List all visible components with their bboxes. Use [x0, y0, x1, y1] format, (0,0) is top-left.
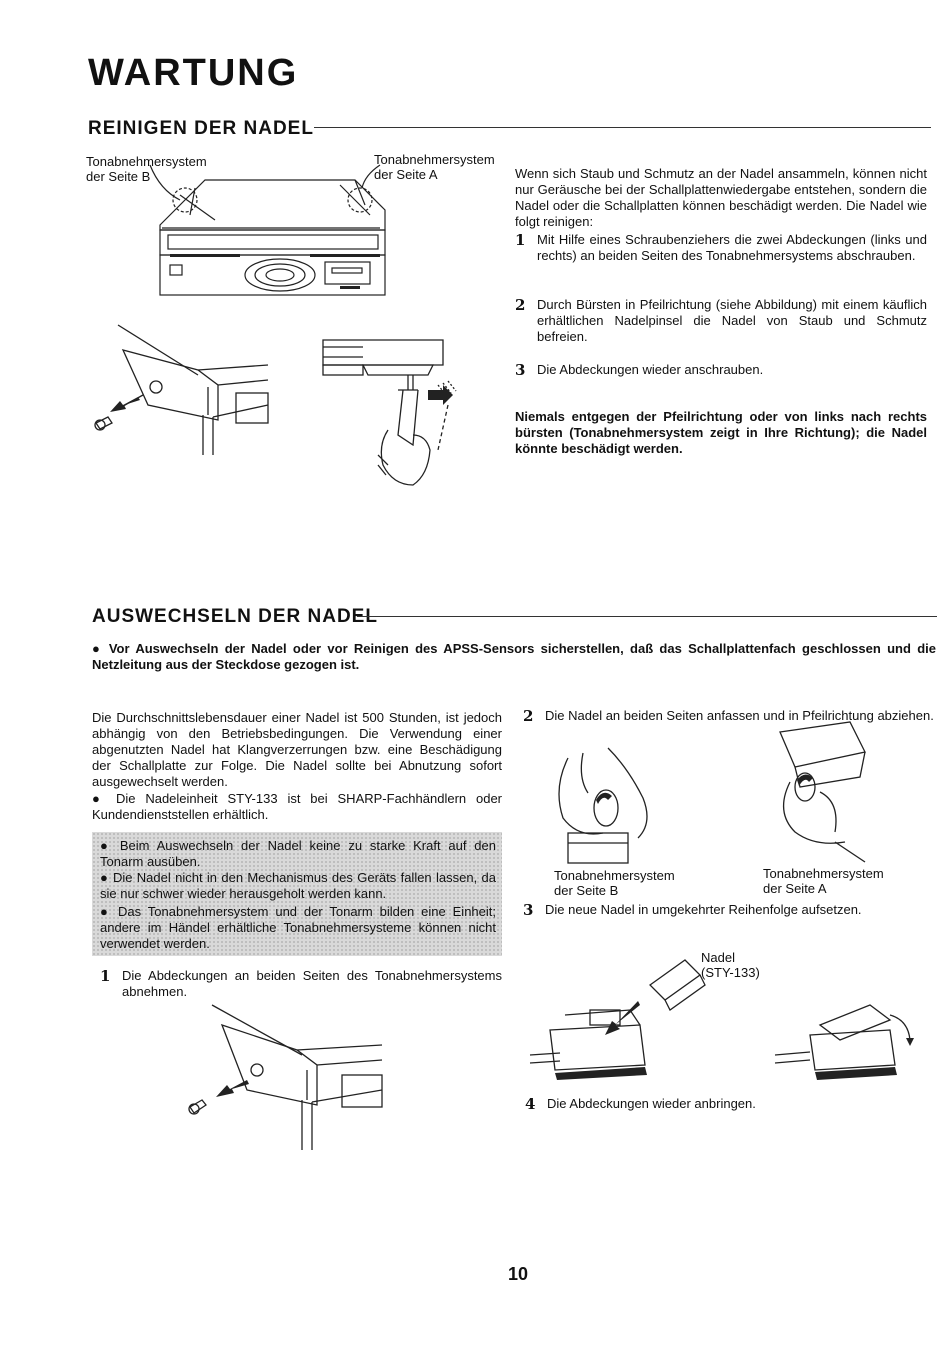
label-cartridge-a: Tonabnehmersystem der Seite A [374, 152, 495, 182]
step-text: Die Nadel an beiden Seiten anfassen und in Pfeilrichtung abziehen. [545, 708, 934, 723]
bullet-icon: ● [92, 791, 116, 806]
step-number: 2 [515, 296, 526, 314]
section-rule [314, 127, 931, 128]
section-heading-replacement: AUSWECHSELN DER NADEL [92, 606, 378, 627]
cleaning-warning: Niemals entgegen der Pfeilrichtung oder von links nach rechts bürsten (Tonabnehmersystem zeigt in Ihre Richtung); die Nadel könnte beschädigt werden. [515, 409, 927, 456]
needle-insert-illustration [520, 955, 720, 1080]
label-cartridge-b: Tonabnehmersystem der Seite B [554, 868, 675, 898]
step-text: Die Abdeckungen wieder anschrauben. [537, 362, 764, 377]
step-number: 1 [100, 967, 111, 985]
step-number: 1 [515, 231, 526, 249]
hand-pull-needle-b-illustration [548, 738, 658, 868]
step-text: Mit Hilfe eines Schraubenziehers die zwei Abdeckungen (links und rechts) an beiden Seiten des Tonabnehmersystems abschrauben. [537, 232, 927, 263]
cover-removal-illustration [182, 1005, 382, 1155]
cover-screw-illustration [88, 325, 268, 465]
caution-box [92, 832, 502, 956]
caution-item: ● Beim Auswechseln der Nadel keine zu starke Kraft auf den Tonarm ausüben. [100, 838, 496, 869]
needle-seated-illustration [770, 1000, 920, 1085]
label-cartridge-a: Tonabnehmersystem der Seite A [763, 866, 884, 896]
hand-pull-needle-a-illustration [765, 722, 875, 862]
cleaning-step-1 [515, 232, 927, 264]
caution-item: ● Die Nadel nicht in den Mechanismus des Geräts fallen lassen, da sie nur schwer wieder herausgeholt werden kann. [100, 870, 496, 901]
page-number: 10 [507, 1264, 529, 1284]
turntable-illustration [140, 170, 400, 300]
needle-label: Nadel (STY-133) [701, 950, 760, 980]
brush-illustration [318, 335, 488, 495]
step-text: Die Abdeckungen an beiden Seiten des Tonabnehmersystems abnehmen. [122, 968, 502, 999]
step-text: Die Abdeckungen wieder anbringen. [547, 1096, 756, 1111]
cleaning-step-3 [515, 362, 927, 378]
section-rule [357, 616, 937, 617]
replacement-step-4 [525, 1096, 937, 1112]
step-number: 3 [515, 361, 526, 379]
label-cartridge-b: Tonabnehmersystem der Seite B [86, 154, 207, 184]
bullet-icon: ● [100, 904, 119, 919]
cleaning-intro: Wenn sich Staub und Schmutz an der Nadel ansammeln, können nicht nur Geräusche bei der Schallplattenwiedergabe entstehen, sondern die Nadel oder die Schallplatten können beschädigt werden. Die Nadel wie folgt reinigen: [515, 166, 927, 229]
page-title: WARTUNG [88, 52, 299, 94]
caution-item: ● Das Tonabnehmersystem und der Tonarm bilden eine Einheit; andere im Händel erhältliche Tonabnehmersysteme können nicht verwendet werden. [100, 904, 496, 951]
step-number: 2 [523, 707, 534, 725]
replacement-note: ● Vor Auswechseln der Nadel oder vor Reinigen des APSS-Sensors sicherstellen, daß das Schallplattenfach geschlossen und die Netzleitung aus der Steckdose gezogen ist. [92, 641, 936, 672]
bullet-icon: ● [100, 870, 113, 885]
step-text: Die neue Nadel in umgekehrter Reihenfolge aufsetzen. [545, 902, 862, 917]
section-heading-cleaning: REINIGEN DER NADEL [88, 118, 314, 139]
bullet-icon: ● [92, 641, 109, 656]
replacement-step-3 [523, 902, 935, 918]
cleaning-step-2 [515, 297, 927, 345]
bullet-icon: ● [100, 838, 120, 853]
sty-availability: ● Die Nadeleinheit STY-133 ist bei SHARP-Fachhändlern oder Kundendienststellen erhältlich. [92, 791, 503, 822]
step-number: 4 [525, 1095, 536, 1113]
step-number: 3 [523, 901, 534, 919]
step-text: Durch Bürsten in Pfeilrichtung (siehe Abbildung) mit einem käuflich erhältlichen Nadelpinsel die Nadel von Staub und Schmutz befreien. [537, 297, 927, 344]
needle-lifetime-paragraph: Die Durchschnittslebensdauer einer Nadel ist 500 Stunden, ist jedoch abhängig von den Betriebsbedingungen. Die Verwendung einer abgenutzten Nadel hat Klangverzerrungen bzw. eine Beschädigung der Schallplatte zur Folge. Die Nadel sollte bei Abnutzung sofort ausgewechselt werden. [92, 710, 502, 789]
replacement-step-1 [100, 968, 502, 1000]
